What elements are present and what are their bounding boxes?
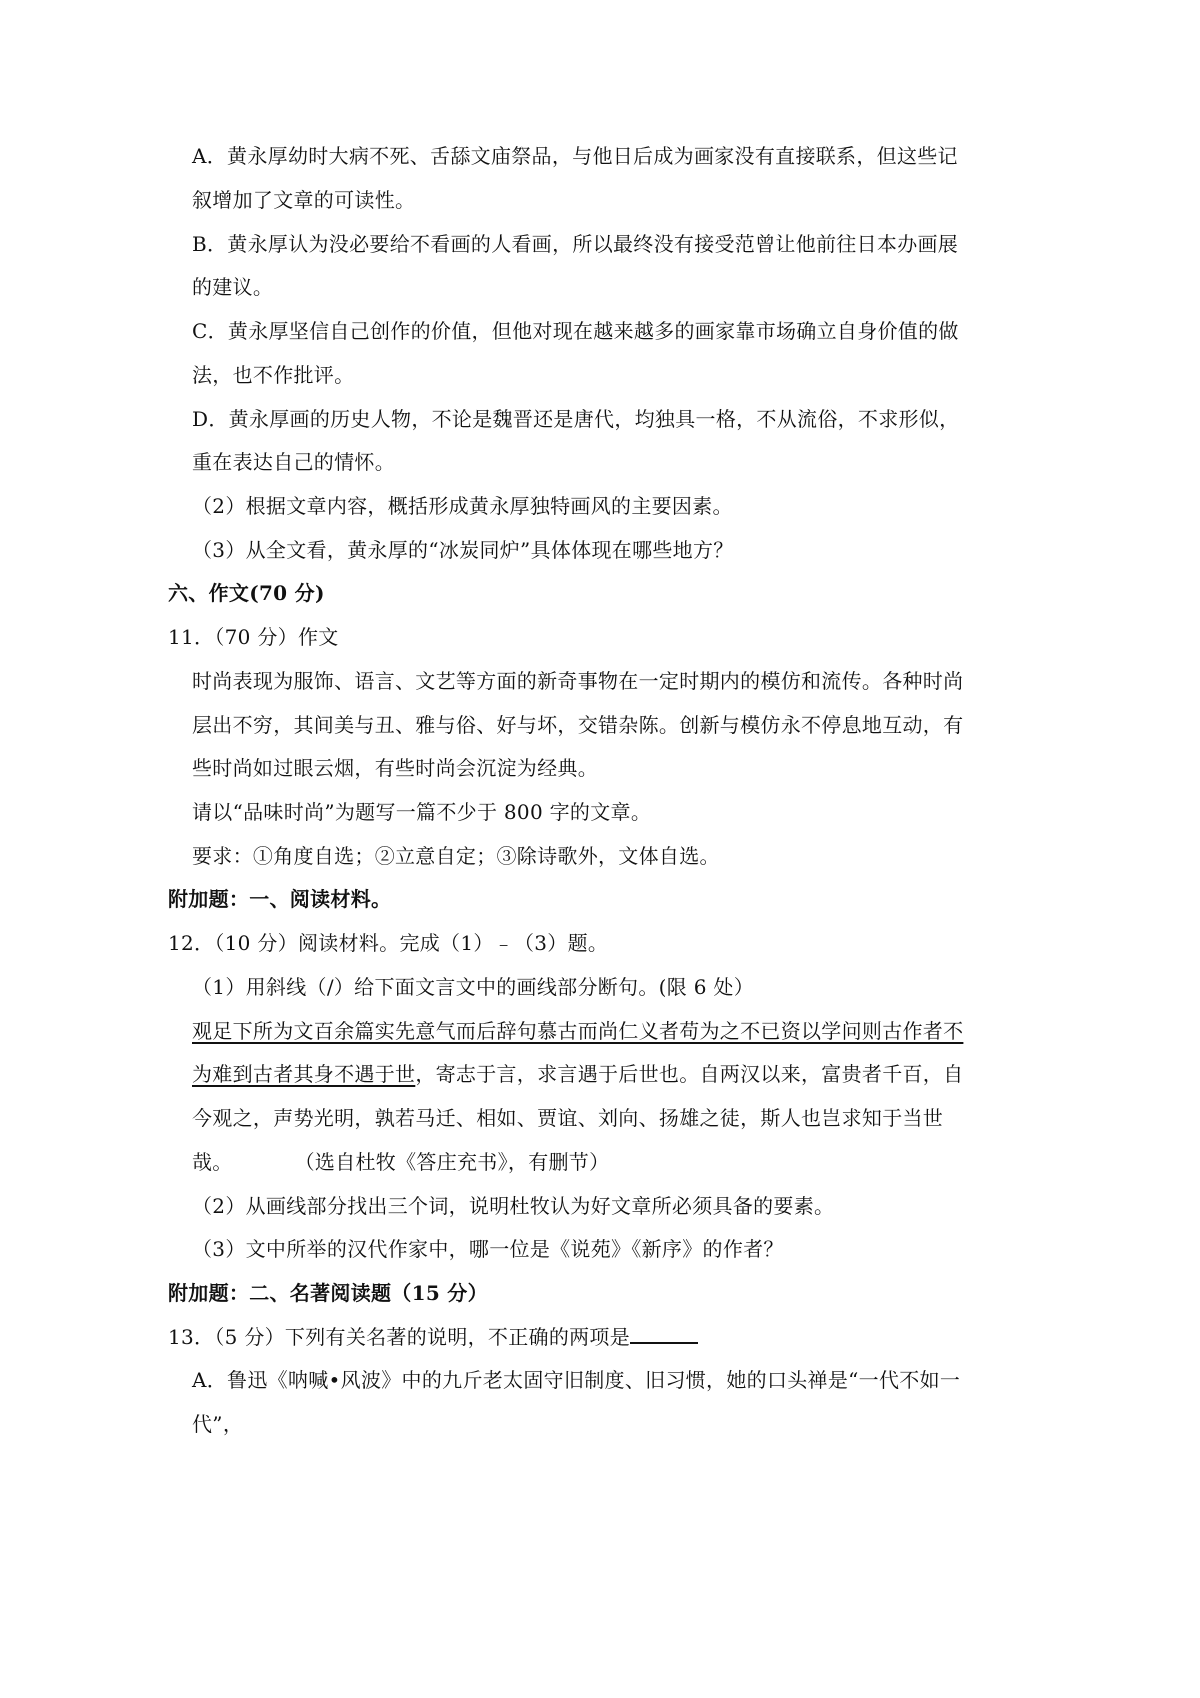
- extra1-heading: 附加题：一、阅读材料。: [168, 887, 392, 911]
- q11-prompt-line1: 时尚表现为服饰、语言、文艺等方面的新奇事物在一定时期内的模仿和流传。各种时尚: [192, 669, 964, 693]
- q11-prompt-line2: 层出不穷，其间美与丑、雅与俗、好与坏，交错杂陈。创新与模仿永不停息地互动，有: [192, 713, 964, 737]
- q10-option-a-line2: 叙增加了文章的可读性。: [192, 188, 416, 212]
- q13-option-a-line2: 代”，: [192, 1412, 244, 1436]
- q12-subquestion-2: （2）从画线部分找出三个词，说明杜牧认为好文章所必须具备的要素。: [192, 1194, 835, 1218]
- q12-title: 12．（10 分）阅读材料。完成（1）﹣（3）题。: [168, 931, 609, 955]
- classical-text-line1-underlined: 观足下所为文百余篇实先意气而后辞句慕古而尚仁义者苟为之不已资以学问则古作者不: [192, 1019, 964, 1043]
- q11-requirements: 要求：①角度自选；②立意自定；③除诗歌外，文体自选。: [192, 844, 720, 868]
- classical-text-line2-underlined: 为难到古者其身不遇于世: [192, 1062, 416, 1086]
- q12-subquestion-1: （1）用斜线（/）给下面文言文中的画线部分断句。(限 6 处）: [192, 975, 755, 999]
- classical-text-line4: [192, 1147, 609, 1177]
- q13-title: [168, 1322, 698, 1352]
- q10-option-c-line2: 法，也不作批评。: [192, 363, 355, 387]
- q10-option-b-line1: B．黄永厚认为没必要给不看画的人看画，所以最终没有接受范曾让他前往日本办画展: [192, 232, 959, 256]
- extra2-heading: 附加题：二、名著阅读题（15 分）: [168, 1281, 488, 1305]
- classical-text-line2-rest: ，寄志于言，求言遇于后世也。自两汉以来，富贵者千百，自: [415, 1062, 964, 1086]
- q10-option-b-line2: 的建议。: [192, 275, 274, 299]
- classical-text-source: （选自杜牧《答庄充书》，有删节）: [294, 1150, 610, 1174]
- classical-text-line4-text: 哉。: [192, 1150, 233, 1174]
- section6-heading: 六、作文(70 分): [168, 581, 325, 605]
- q10-option-d-line2: 重在表达自己的情怀。: [192, 450, 395, 474]
- q10-option-d-line1: D．黄永厚画的历史人物，不论是魏晋还是唐代，均独具一格，不从流俗，不求形似，: [192, 407, 960, 431]
- q13-title-text: 13．（5 分）下列有关名著的说明，不正确的两项是: [168, 1325, 631, 1349]
- q10-option-a-line1: A．黄永厚幼时大病不死、舌舔文庙祭品，与他日后成为画家没有直接联系，但这些记: [192, 144, 958, 168]
- q10-subquestion-2: （2）根据文章内容，概括形成黄永厚独特画风的主要因素。: [192, 494, 733, 518]
- classical-text-line3: 今观之，声势光明，孰若马迁、相如、贾谊、刘向、扬雄之徒，斯人也岂求知于当世: [192, 1106, 944, 1130]
- q11-instruction: 请以“品味时尚”为题写一篇不少于 800 字的文章。: [192, 800, 652, 824]
- q11-title: 11．（70 分）作文: [168, 625, 339, 649]
- classical-text-line2: [192, 1059, 963, 1089]
- q12-subquestion-3: （3）文中所举的汉代作家中，哪一位是《说苑》《新序》的作者？: [192, 1237, 784, 1261]
- answer-blank[interactable]: [630, 1324, 698, 1344]
- q10-subquestion-3: （3）从全文看，黄永厚的“冰炭同炉”具体体现在哪些地方？: [192, 538, 734, 562]
- q10-option-c-line1: C．黄永厚坚信自己创作的价值，但他对现在越来越多的画家靠市场确立自身价值的做: [192, 319, 959, 343]
- q11-prompt-line3: 些时尚如过眼云烟，有些时尚会沉淀为经典。: [192, 756, 598, 780]
- q13-option-a-line1: A．鲁迅《呐喊•风波》中的九斤老太固守旧制度、旧习惯，她的口头禅是“一代不如一: [192, 1368, 961, 1392]
